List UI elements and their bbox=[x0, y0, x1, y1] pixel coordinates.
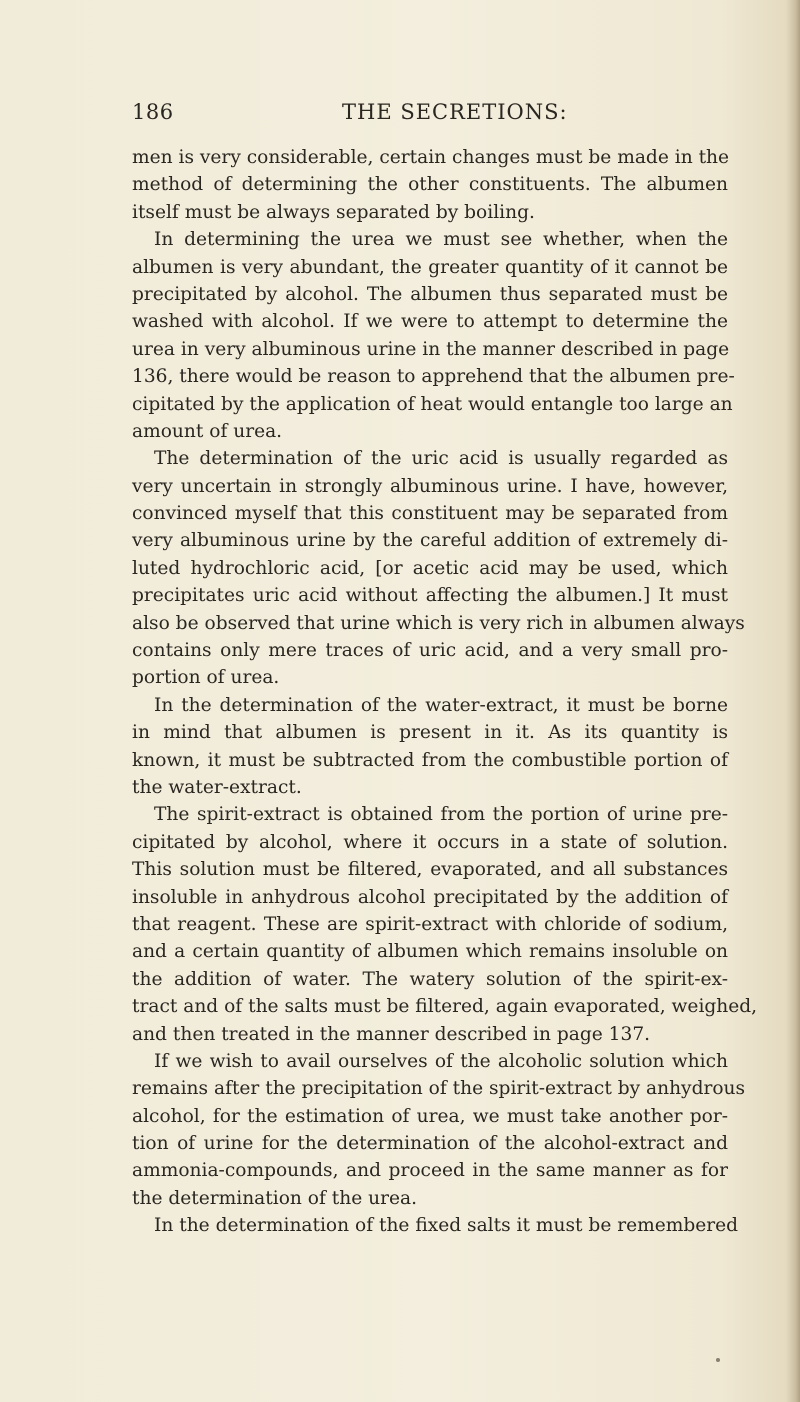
text-line: The determination of the uric acid is usually regarded as bbox=[154, 448, 728, 470]
page-header bbox=[132, 100, 722, 130]
text-line: method of determining the other constituents. The albumen bbox=[132, 174, 728, 196]
text-line: the addition of water. The watery solution of the spirit-ex- bbox=[132, 968, 728, 990]
text-line: 136, there would be reason to apprehend that the albumen pre- bbox=[132, 366, 735, 388]
running-title: THE SECRETIONS: bbox=[342, 100, 568, 124]
text-line: cipitated by alcohol, where it occurs in a state of solution. bbox=[132, 831, 728, 853]
text-line: known, it must be subtracted from the combustible portion of bbox=[132, 749, 728, 771]
page-number: 186 bbox=[132, 100, 174, 124]
text-line: men is very considerable, certain changes must be made in the bbox=[132, 147, 730, 168]
text-line: contains only mere traces of uric acid, and a very small pro- bbox=[132, 640, 728, 662]
text-line: convinced myself that this constituent may be separated from bbox=[132, 503, 728, 525]
text-line: precipitates uric acid without affecting the albumen.] It must bbox=[132, 585, 728, 607]
text-line: the water-extract. bbox=[132, 776, 302, 798]
text-line: washed with alcohol. If we were to attempt to determine the bbox=[132, 311, 728, 333]
text-line: tion of urine for the determination of the alcohol-extract and bbox=[132, 1133, 728, 1155]
page-edge-shadow bbox=[786, 0, 800, 1402]
text-line: precipitated by alcohol. The albumen thus separated must be bbox=[132, 283, 728, 305]
text-line: and a certain quantity of albumen which remains insoluble on bbox=[132, 941, 728, 963]
text-line: portion of urea. bbox=[132, 667, 280, 689]
text-line: amount of urea. bbox=[132, 420, 283, 442]
text-line: ammonia-compounds, and proceed in the same manner as for bbox=[132, 1160, 728, 1182]
text-line: This solution must be filtered, evaporated, and all substances bbox=[132, 859, 728, 881]
text-line: cipitated by the application of heat would entangle too large an bbox=[132, 393, 733, 415]
paper-speck bbox=[716, 1358, 720, 1362]
text-line: If we wish to avail ourselves of the alcoholic solution which bbox=[154, 1050, 728, 1072]
text-line: The spirit-extract is obtained from the portion of urine pre- bbox=[154, 804, 728, 826]
text-line: In the determination of the fixed salts it must be remembered bbox=[154, 1215, 739, 1237]
text-line: that reagent. These are spirit-extract with chloride of sodium, bbox=[132, 913, 728, 935]
text-line: also be observed that urine which is very rich in albumen always bbox=[132, 612, 745, 634]
text-line: and then treated in the manner described in page 137. bbox=[132, 1023, 651, 1045]
text-line: very uncertain in strongly albuminous urine. I have, however, bbox=[132, 475, 728, 497]
text-line: alcohol, for the estimation of urea, we must take another por- bbox=[132, 1105, 728, 1127]
text-line: In the determination of the water-extract, it must be borne bbox=[154, 694, 728, 716]
text-line: In determining the urea we must see whether, when the bbox=[154, 229, 728, 251]
text-line: remains after the precipitation of the spirit-extract by anhydrous bbox=[132, 1078, 746, 1100]
text-line: very albuminous urine by the careful addition of extremely di- bbox=[132, 530, 728, 552]
text-line: tract and of the salts must be filtered, again evaporated, weighed, bbox=[132, 996, 758, 1018]
text-line: itself must be always separated by boiling. bbox=[132, 201, 535, 223]
text-line: luted hydrochloric acid, [or acetic acid may be used, which bbox=[132, 557, 728, 579]
text-line: albumen is very abundant, the greater quantity of it cannot be bbox=[132, 256, 728, 278]
text-line: insoluble in anhydrous alcohol precipitated by the addition of bbox=[132, 886, 728, 908]
text-line: in mind that albumen is present in it. As its quantity is bbox=[132, 722, 728, 744]
text-line: urea in very albuminous urine in the manner described in page bbox=[132, 338, 730, 360]
text-line: the determination of the urea. bbox=[132, 1187, 417, 1209]
body-text bbox=[132, 144, 758, 1240]
